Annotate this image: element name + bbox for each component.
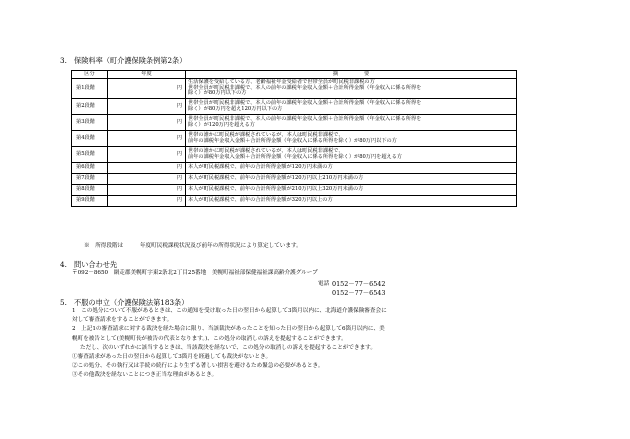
requirement-cell <box>186 174 517 185</box>
stage-cell: 第4段階 <box>72 131 108 147</box>
appeal-line: ③その他裁決を経ないことにつき正当な理由があるとき。 <box>72 372 218 379</box>
requirement-line: 除く）が80万円以下の方 <box>188 90 247 97</box>
requirement-cell <box>186 99 517 115</box>
table-row <box>72 196 517 207</box>
phone-number-1: 0152－77－6542 <box>332 280 386 288</box>
amount-cell: 円 <box>108 79 186 99</box>
premium-rate-table <box>71 70 517 207</box>
table-row <box>72 99 517 115</box>
requirement-line: 世帯全員が町民税非課税で、本人の前年の課税年金収入金額＋合計所得金額（年金収入に係る所得を <box>188 84 422 91</box>
requirement-cell <box>186 79 517 99</box>
table-row <box>72 174 517 185</box>
amount-cell: 円 <box>108 115 186 131</box>
requirement-line: 世帯の誰かに町民税が課税されているが、本人は町民税非課税で、 <box>188 147 344 154</box>
appeal-line: ただし、次のいずれかに該当するときは、当該裁決を経ないで、この処分の取消しの訴えを提起することができます。 <box>80 344 376 351</box>
stage-cell: 第5段階 <box>72 147 108 163</box>
requirement-cell <box>186 147 517 163</box>
stage-cell: 第3段階 <box>72 115 108 131</box>
table-row <box>72 115 517 131</box>
amount-cell: 円 <box>108 99 186 115</box>
stage-cell: 第2段階 <box>72 99 108 115</box>
requirement-cell <box>186 185 517 196</box>
section5-heading: 5. 不服の申立（介護保険法第183条） <box>60 298 189 307</box>
stage-cell: 第1段階 <box>72 79 108 99</box>
section3-heading: 3. 保険料率（町介護保険条例第2条） <box>60 56 187 65</box>
table-header-row <box>72 71 517 79</box>
amount-cell: 円 <box>108 147 186 163</box>
requirement-line: 前年の課税年金収入金額＋合計所得金額（年金収入に係る所得を除く）が80万円以下の方 <box>188 137 397 144</box>
requirement-line: 本人が町民税課税で、前年の合計所得金額が120万円以上210万円未満の方 <box>188 175 364 182</box>
stage-cell: 第6段階 <box>72 163 108 174</box>
appeal-line: 2 上記1の審査請求に対する裁決を経た場合に限り、当該裁決があったことを知った日の翌日から起算して6箇月以内に、美 <box>72 326 385 333</box>
header-category: 区分 <box>72 71 108 79</box>
requirement-cell <box>186 131 517 147</box>
requirement-cell <box>186 196 517 207</box>
requirement-line: 本人が町民税課税で、前年の合計所得金額が120万円未満の方 <box>188 164 333 171</box>
requirement-line: 本人が町民税課税で、前年の合計所得金額が210万円以上320万円未満の方 <box>188 186 364 193</box>
table-row <box>72 131 517 147</box>
requirement-line: 除く）が80万円を超え120万円以下の方 <box>188 105 283 112</box>
amount-cell: 円 <box>108 163 186 174</box>
stage-cell: 第9段階 <box>72 196 108 207</box>
header-summary: 摘 要 <box>186 71 517 79</box>
requirement-cell <box>186 163 517 174</box>
appeal-line: 1 この処分について不服があるときは、この通知を受け取った日の翌日から起算して3箇月以内に、北海道介護保険審査会に <box>72 308 387 314</box>
requirement-line: 除く）が120万円を超える方 <box>188 121 255 128</box>
appeal-line: ①審査請求があった日の翌日から起算して3箇月を経過しても裁決がないとき。 <box>72 354 272 360</box>
stage-cell: 第7段階 <box>72 174 108 185</box>
appeal-line: 対して審査請求をすることができます。 <box>72 317 173 324</box>
table-body <box>72 79 517 207</box>
requirement-line: 世帯全員が町民税非課税で、本人の前年の課税年金収入金額＋合計所得金額（年金収入に係る所得を <box>188 99 422 106</box>
header-fiscal-year: 年度 <box>108 71 186 79</box>
appeal-line: ②この処分、その執行又は手続の続行により生ずる著しい損害を避けるため緊急の必要があるとき。 <box>72 363 324 370</box>
requirement-line: 本人が町民税課税で、前年の合計所得金額が320万円以上の方 <box>188 197 333 204</box>
requirement-cell <box>186 115 517 131</box>
amount-cell: 円 <box>108 174 186 185</box>
phone-number-2: 0152－77－6543 <box>332 289 386 297</box>
stage-cell: 第8段階 <box>72 185 108 196</box>
phone-label: 電話 <box>318 281 330 287</box>
amount-cell: 円 <box>108 131 186 147</box>
amount-cell: 円 <box>108 196 186 207</box>
amount-cell: 円 <box>108 185 186 196</box>
requirement-line: 世帯の誰かに町民税が課税されているが、本人は町民税非課税で、 <box>188 131 344 138</box>
table-row <box>72 185 517 196</box>
requirement-line: 前年の課税年金収入金額＋合計所得金額（年金収入に係る所得を除く）が80万円を超える方 <box>188 153 403 160</box>
appeal-line: 幌町を被告として(美幌町長が被告の代表となります。)、この処分の取消しの訴えを提起することができます。 <box>72 335 347 342</box>
section4-heading: 4. 問い合わせ先 <box>60 260 118 269</box>
requirement-line: 生活保護を受給している方、老齢福祉年金受給者で世帯全員が町民税非課税の方 <box>188 79 375 86</box>
contact-address: 〒092－8650 網走郡美幌町字東2条北2丁目25番地 美幌町福祉部保健福祉課高齢介護グループ <box>72 270 318 276</box>
table-row <box>72 79 517 99</box>
table-row <box>72 147 517 163</box>
income-stage-note: ※ 所得段階は 年度町民税課税状況及び前年の所得状況により算定しています。 <box>84 243 302 249</box>
requirement-line: 世帯全員が町民税非課税で、本人の前年の課税年金収入金額＋合計所得金額（年金収入に係る所得を <box>188 115 422 122</box>
table-row <box>72 163 517 174</box>
